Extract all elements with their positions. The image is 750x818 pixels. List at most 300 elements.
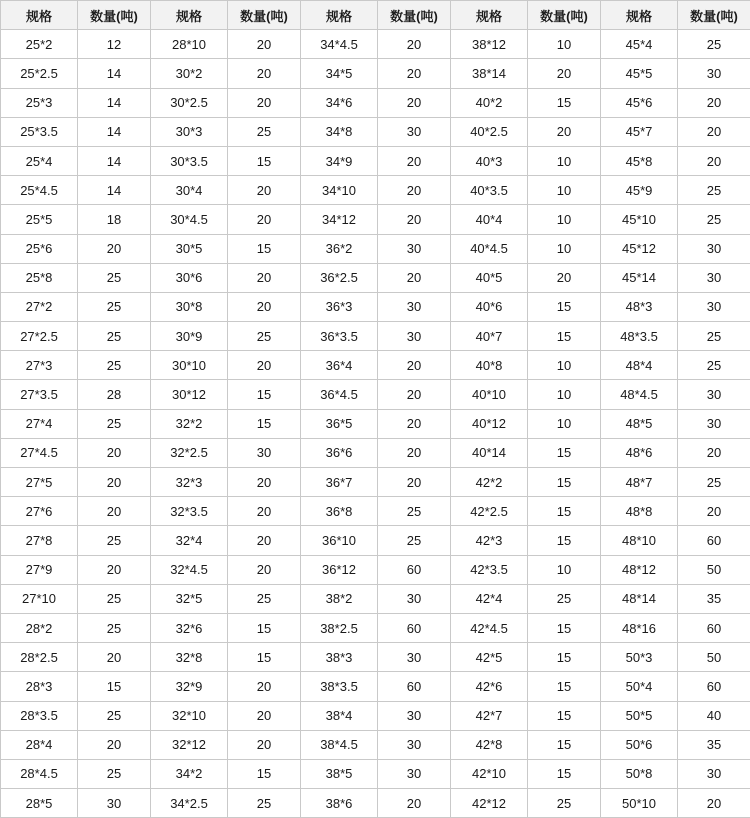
quantity-cell: 15 xyxy=(528,701,601,730)
quantity-cell: 20 xyxy=(678,88,750,117)
spec-cell: 32*10 xyxy=(151,701,228,730)
quantity-cell: 20 xyxy=(678,789,750,818)
quantity-cell: 30 xyxy=(678,234,750,263)
spec-cell: 32*9 xyxy=(151,672,228,701)
quantity-cell: 18 xyxy=(78,205,151,234)
quantity-cell: 10 xyxy=(528,409,601,438)
table-row xyxy=(1,555,750,584)
quantity-cell: 20 xyxy=(228,468,301,497)
spec-cell: 30*4.5 xyxy=(151,205,228,234)
quantity-cell: 15 xyxy=(528,438,601,467)
table-row xyxy=(1,643,750,672)
quantity-cell: 10 xyxy=(528,176,601,205)
quantity-cell: 20 xyxy=(378,468,451,497)
quantity-cell: 20 xyxy=(78,730,151,759)
spec-cell: 45*9 xyxy=(601,176,678,205)
quantity-cell: 25 xyxy=(78,292,151,321)
spec-cell: 30*2.5 xyxy=(151,88,228,117)
table-row xyxy=(1,176,750,205)
quantity-cell: 30 xyxy=(678,759,750,788)
spec-cell: 32*6 xyxy=(151,613,228,642)
quantity-cell: 50 xyxy=(678,643,750,672)
quantity-cell: 20 xyxy=(78,643,151,672)
quantity-cell: 25 xyxy=(678,30,750,59)
quantity-cell: 20 xyxy=(378,146,451,175)
quantity-cell: 25 xyxy=(78,526,151,555)
spec-cell: 32*8 xyxy=(151,643,228,672)
spec-cell: 42*6 xyxy=(451,672,528,701)
spec-cell: 25*4 xyxy=(1,146,78,175)
spec-cell: 34*5 xyxy=(301,59,378,88)
quantity-cell: 20 xyxy=(228,176,301,205)
table-row xyxy=(1,701,750,730)
spec-cell: 34*12 xyxy=(301,205,378,234)
spec-cell: 38*4.5 xyxy=(301,730,378,759)
spec-cell: 50*6 xyxy=(601,730,678,759)
quantity-cell: 20 xyxy=(378,789,451,818)
quantity-cell: 20 xyxy=(678,497,750,526)
spec-cell: 25*2 xyxy=(1,30,78,59)
spec-cell: 45*8 xyxy=(601,146,678,175)
table-row xyxy=(1,146,750,175)
spec-cell: 45*12 xyxy=(601,234,678,263)
quantity-cell: 20 xyxy=(228,30,301,59)
quantity-cell: 20 xyxy=(378,88,451,117)
quantity-cell: 25 xyxy=(228,117,301,146)
spec-cell: 27*4.5 xyxy=(1,438,78,467)
column-header: 数量(吨) xyxy=(678,1,750,30)
spec-cell: 38*3.5 xyxy=(301,672,378,701)
quantity-cell: 25 xyxy=(228,584,301,613)
quantity-cell: 20 xyxy=(378,409,451,438)
column-header: 数量(吨) xyxy=(78,1,151,30)
spec-cell: 32*4.5 xyxy=(151,555,228,584)
table-header xyxy=(1,1,750,30)
spec-cell: 27*5 xyxy=(1,468,78,497)
quantity-cell: 20 xyxy=(378,380,451,409)
table-row xyxy=(1,730,750,759)
spec-cell: 32*12 xyxy=(151,730,228,759)
quantity-cell: 30 xyxy=(378,234,451,263)
spec-cell: 27*9 xyxy=(1,555,78,584)
quantity-cell: 20 xyxy=(228,497,301,526)
spec-cell: 42*2 xyxy=(451,468,528,497)
quantity-cell: 15 xyxy=(528,672,601,701)
spec-cell: 48*7 xyxy=(601,468,678,497)
table-row xyxy=(1,234,750,263)
spec-cell: 45*14 xyxy=(601,263,678,292)
quantity-cell: 10 xyxy=(528,234,601,263)
quantity-cell: 35 xyxy=(678,730,750,759)
quantity-cell: 15 xyxy=(228,380,301,409)
spec-cell: 45*5 xyxy=(601,59,678,88)
quantity-cell: 60 xyxy=(678,613,750,642)
table-row xyxy=(1,526,750,555)
quantity-cell: 15 xyxy=(528,730,601,759)
quantity-cell: 25 xyxy=(78,584,151,613)
spec-cell: 36*10 xyxy=(301,526,378,555)
table-row xyxy=(1,468,750,497)
quantity-cell: 14 xyxy=(78,146,151,175)
spec-cell: 25*8 xyxy=(1,263,78,292)
quantity-cell: 30 xyxy=(378,701,451,730)
quantity-cell: 40 xyxy=(678,701,750,730)
quantity-cell: 60 xyxy=(378,672,451,701)
quantity-cell: 30 xyxy=(378,759,451,788)
quantity-cell: 15 xyxy=(528,322,601,351)
spec-cell: 38*5 xyxy=(301,759,378,788)
quantity-cell: 25 xyxy=(678,205,750,234)
spec-cell: 32*2.5 xyxy=(151,438,228,467)
spec-cell: 38*14 xyxy=(451,59,528,88)
table-row xyxy=(1,117,750,146)
spec-cell: 40*6 xyxy=(451,292,528,321)
quantity-cell: 15 xyxy=(228,409,301,438)
quantity-cell: 60 xyxy=(378,555,451,584)
spec-cell: 25*5 xyxy=(1,205,78,234)
quantity-cell: 20 xyxy=(378,351,451,380)
quantity-cell: 20 xyxy=(378,438,451,467)
quantity-cell: 25 xyxy=(78,322,151,351)
spec-cell: 27*8 xyxy=(1,526,78,555)
spec-cell: 48*14 xyxy=(601,584,678,613)
spec-cell: 40*2 xyxy=(451,88,528,117)
spec-cell: 48*4.5 xyxy=(601,380,678,409)
spec-cell: 40*3.5 xyxy=(451,176,528,205)
table-row xyxy=(1,380,750,409)
quantity-cell: 28 xyxy=(78,380,151,409)
column-header: 规格 xyxy=(151,1,228,30)
quantity-cell: 30 xyxy=(378,322,451,351)
spec-cell: 40*2.5 xyxy=(451,117,528,146)
quantity-cell: 15 xyxy=(228,759,301,788)
quantity-cell: 15 xyxy=(228,146,301,175)
spec-cell: 34*10 xyxy=(301,176,378,205)
spec-cell: 48*4 xyxy=(601,351,678,380)
quantity-cell: 15 xyxy=(228,234,301,263)
quantity-cell: 30 xyxy=(378,584,451,613)
spec-cell: 42*4 xyxy=(451,584,528,613)
quantity-cell: 20 xyxy=(228,555,301,584)
quantity-cell: 20 xyxy=(528,263,601,292)
spec-cell: 25*6 xyxy=(1,234,78,263)
quantity-cell: 20 xyxy=(228,672,301,701)
quantity-cell: 25 xyxy=(78,759,151,788)
spec-cell: 48*3.5 xyxy=(601,322,678,351)
quantity-cell: 20 xyxy=(228,526,301,555)
quantity-cell: 25 xyxy=(678,351,750,380)
quantity-cell: 20 xyxy=(678,117,750,146)
spec-cell: 32*5 xyxy=(151,584,228,613)
quantity-cell: 25 xyxy=(78,351,151,380)
quantity-cell: 15 xyxy=(228,613,301,642)
spec-cell: 36*4 xyxy=(301,351,378,380)
quantity-cell: 25 xyxy=(228,789,301,818)
quantity-cell: 15 xyxy=(78,672,151,701)
quantity-cell: 20 xyxy=(378,30,451,59)
quantity-cell: 30 xyxy=(678,263,750,292)
spec-cell: 45*10 xyxy=(601,205,678,234)
spec-cell: 42*12 xyxy=(451,789,528,818)
quantity-cell: 20 xyxy=(378,263,451,292)
spec-cell: 30*8 xyxy=(151,292,228,321)
quantity-cell: 20 xyxy=(228,292,301,321)
column-header: 规格 xyxy=(1,1,78,30)
spec-cell: 36*3.5 xyxy=(301,322,378,351)
quantity-cell: 10 xyxy=(528,555,601,584)
quantity-cell: 15 xyxy=(528,468,601,497)
spec-cell: 42*3 xyxy=(451,526,528,555)
spec-cell: 50*5 xyxy=(601,701,678,730)
spec-cell: 30*2 xyxy=(151,59,228,88)
spec-cell: 36*3 xyxy=(301,292,378,321)
column-header: 规格 xyxy=(601,1,678,30)
quantity-cell: 20 xyxy=(228,701,301,730)
quantity-cell: 30 xyxy=(78,789,151,818)
quantity-cell: 10 xyxy=(528,351,601,380)
spec-cell: 30*3.5 xyxy=(151,146,228,175)
spec-cell: 36*2.5 xyxy=(301,263,378,292)
quantity-cell: 25 xyxy=(78,409,151,438)
spec-cell: 30*4 xyxy=(151,176,228,205)
spec-cell: 34*2.5 xyxy=(151,789,228,818)
spec-cell: 48*5 xyxy=(601,409,678,438)
table-row xyxy=(1,322,750,351)
quantity-cell: 30 xyxy=(678,292,750,321)
quantity-cell: 20 xyxy=(228,730,301,759)
spec-cell: 40*4 xyxy=(451,205,528,234)
quantity-cell: 25 xyxy=(78,701,151,730)
header-row xyxy=(1,1,750,30)
quantity-cell: 25 xyxy=(228,322,301,351)
spec-cell: 40*7 xyxy=(451,322,528,351)
quantity-cell: 20 xyxy=(678,146,750,175)
quantity-cell: 50 xyxy=(678,555,750,584)
quantity-cell: 20 xyxy=(78,234,151,263)
quantity-cell: 30 xyxy=(378,117,451,146)
spec-cell: 36*5 xyxy=(301,409,378,438)
spec-cell: 28*10 xyxy=(151,30,228,59)
spec-cell: 38*2 xyxy=(301,584,378,613)
spec-cell: 38*2.5 xyxy=(301,613,378,642)
spec-cell: 45*6 xyxy=(601,88,678,117)
spec-cell: 32*3 xyxy=(151,468,228,497)
spec-cell: 27*3 xyxy=(1,351,78,380)
quantity-cell: 15 xyxy=(528,88,601,117)
quantity-cell: 15 xyxy=(528,643,601,672)
spec-cell: 28*5 xyxy=(1,789,78,818)
quantity-cell: 25 xyxy=(78,263,151,292)
spec-cell: 48*10 xyxy=(601,526,678,555)
spec-cell: 28*4.5 xyxy=(1,759,78,788)
spec-cell: 42*10 xyxy=(451,759,528,788)
spec-cell: 34*4.5 xyxy=(301,30,378,59)
quantity-cell: 15 xyxy=(528,497,601,526)
spec-cell: 50*10 xyxy=(601,789,678,818)
spec-cell: 40*10 xyxy=(451,380,528,409)
spec-cell: 36*7 xyxy=(301,468,378,497)
spec-cell: 25*2.5 xyxy=(1,59,78,88)
quantity-cell: 30 xyxy=(378,730,451,759)
quantity-cell: 15 xyxy=(528,759,601,788)
spec-cell: 45*7 xyxy=(601,117,678,146)
quantity-cell: 20 xyxy=(678,438,750,467)
quantity-cell: 15 xyxy=(528,613,601,642)
spec-cell: 40*5 xyxy=(451,263,528,292)
quantity-cell: 30 xyxy=(678,59,750,88)
spec-cell: 42*7 xyxy=(451,701,528,730)
spec-cell: 48*16 xyxy=(601,613,678,642)
spec-cell: 34*8 xyxy=(301,117,378,146)
table-row xyxy=(1,438,750,467)
quantity-cell: 15 xyxy=(228,643,301,672)
quantity-cell: 60 xyxy=(378,613,451,642)
table-row xyxy=(1,613,750,642)
quantity-cell: 25 xyxy=(378,526,451,555)
quantity-cell: 20 xyxy=(78,468,151,497)
table-row xyxy=(1,351,750,380)
spec-cell: 32*2 xyxy=(151,409,228,438)
table-row xyxy=(1,789,750,818)
spec-cell: 28*3 xyxy=(1,672,78,701)
table-body xyxy=(1,30,750,818)
quantity-cell: 10 xyxy=(528,146,601,175)
quantity-cell: 25 xyxy=(678,468,750,497)
spec-cell: 36*8 xyxy=(301,497,378,526)
column-header: 数量(吨) xyxy=(378,1,451,30)
quantity-cell: 25 xyxy=(528,789,601,818)
spec-cell: 48*12 xyxy=(601,555,678,584)
spec-cell: 30*12 xyxy=(151,380,228,409)
quantity-cell: 25 xyxy=(528,584,601,613)
quantity-cell: 20 xyxy=(78,438,151,467)
spec-cell: 40*4.5 xyxy=(451,234,528,263)
quantity-cell: 35 xyxy=(678,584,750,613)
spec-cell: 30*9 xyxy=(151,322,228,351)
spec-cell: 36*6 xyxy=(301,438,378,467)
spec-cell: 40*12 xyxy=(451,409,528,438)
quantity-cell: 20 xyxy=(528,59,601,88)
spec-cell: 27*4 xyxy=(1,409,78,438)
spec-cell: 28*2 xyxy=(1,613,78,642)
spec-cell: 40*14 xyxy=(451,438,528,467)
spec-cell: 36*4.5 xyxy=(301,380,378,409)
table-row xyxy=(1,59,750,88)
table-row xyxy=(1,672,750,701)
spec-cell: 42*4.5 xyxy=(451,613,528,642)
spec-cell: 48*8 xyxy=(601,497,678,526)
quantity-cell: 20 xyxy=(228,88,301,117)
column-header: 规格 xyxy=(451,1,528,30)
spec-cell: 48*6 xyxy=(601,438,678,467)
quantity-cell: 15 xyxy=(528,526,601,555)
spec-cell: 50*3 xyxy=(601,643,678,672)
spec-cell: 27*3.5 xyxy=(1,380,78,409)
table-row xyxy=(1,30,750,59)
spec-cell: 27*2 xyxy=(1,292,78,321)
spec-cell: 27*10 xyxy=(1,584,78,613)
spec-cell: 28*2.5 xyxy=(1,643,78,672)
spec-cell: 25*3.5 xyxy=(1,117,78,146)
table-row xyxy=(1,759,750,788)
spec-cell: 38*3 xyxy=(301,643,378,672)
spec-cell: 34*2 xyxy=(151,759,228,788)
spec-cell: 28*4 xyxy=(1,730,78,759)
quantity-cell: 10 xyxy=(528,30,601,59)
quantity-cell: 60 xyxy=(678,526,750,555)
quantity-cell: 30 xyxy=(228,438,301,467)
spec-cell: 30*3 xyxy=(151,117,228,146)
quantity-cell: 30 xyxy=(678,409,750,438)
spec-cell: 27*2.5 xyxy=(1,322,78,351)
table-row xyxy=(1,88,750,117)
spec-cell: 42*8 xyxy=(451,730,528,759)
spec-cell: 36*12 xyxy=(301,555,378,584)
column-header: 规格 xyxy=(301,1,378,30)
quantity-cell: 25 xyxy=(378,497,451,526)
spec-cell: 34*9 xyxy=(301,146,378,175)
table-row xyxy=(1,263,750,292)
quantity-cell: 14 xyxy=(78,176,151,205)
quantity-cell: 20 xyxy=(378,205,451,234)
quantity-cell: 12 xyxy=(78,30,151,59)
spec-cell: 40*8 xyxy=(451,351,528,380)
quantity-cell: 20 xyxy=(78,555,151,584)
spec-cell: 40*3 xyxy=(451,146,528,175)
spec-cell: 27*6 xyxy=(1,497,78,526)
quantity-cell: 20 xyxy=(78,497,151,526)
spec-cell: 30*10 xyxy=(151,351,228,380)
spec-cell: 30*5 xyxy=(151,234,228,263)
quantity-cell: 25 xyxy=(678,176,750,205)
column-header: 数量(吨) xyxy=(228,1,301,30)
column-header: 数量(吨) xyxy=(528,1,601,30)
spec-cell: 38*6 xyxy=(301,789,378,818)
quantity-cell: 60 xyxy=(678,672,750,701)
spec-cell: 42*3.5 xyxy=(451,555,528,584)
quantity-cell: 20 xyxy=(528,117,601,146)
spec-cell: 42*2.5 xyxy=(451,497,528,526)
quantity-cell: 10 xyxy=(528,205,601,234)
spec-cell: 28*3.5 xyxy=(1,701,78,730)
quantity-cell: 30 xyxy=(378,292,451,321)
spec-cell: 50*4 xyxy=(601,672,678,701)
quantity-cell: 20 xyxy=(228,59,301,88)
quantity-cell: 20 xyxy=(228,205,301,234)
quantity-cell: 25 xyxy=(678,322,750,351)
quantity-cell: 20 xyxy=(378,176,451,205)
quantity-cell: 14 xyxy=(78,117,151,146)
quantity-cell: 14 xyxy=(78,88,151,117)
spec-cell: 32*3.5 xyxy=(151,497,228,526)
spec-cell: 38*4 xyxy=(301,701,378,730)
spec-cell: 48*3 xyxy=(601,292,678,321)
spec-cell: 42*5 xyxy=(451,643,528,672)
quantity-cell: 30 xyxy=(378,643,451,672)
spec-cell: 38*12 xyxy=(451,30,528,59)
table-row xyxy=(1,292,750,321)
table-row xyxy=(1,205,750,234)
spec-cell: 25*3 xyxy=(1,88,78,117)
spec-cell: 34*6 xyxy=(301,88,378,117)
spec-cell: 50*8 xyxy=(601,759,678,788)
quantity-cell: 20 xyxy=(378,59,451,88)
spec-cell: 36*2 xyxy=(301,234,378,263)
spec-cell: 25*4.5 xyxy=(1,176,78,205)
table-row xyxy=(1,497,750,526)
table-row xyxy=(1,409,750,438)
quantity-cell: 20 xyxy=(228,263,301,292)
